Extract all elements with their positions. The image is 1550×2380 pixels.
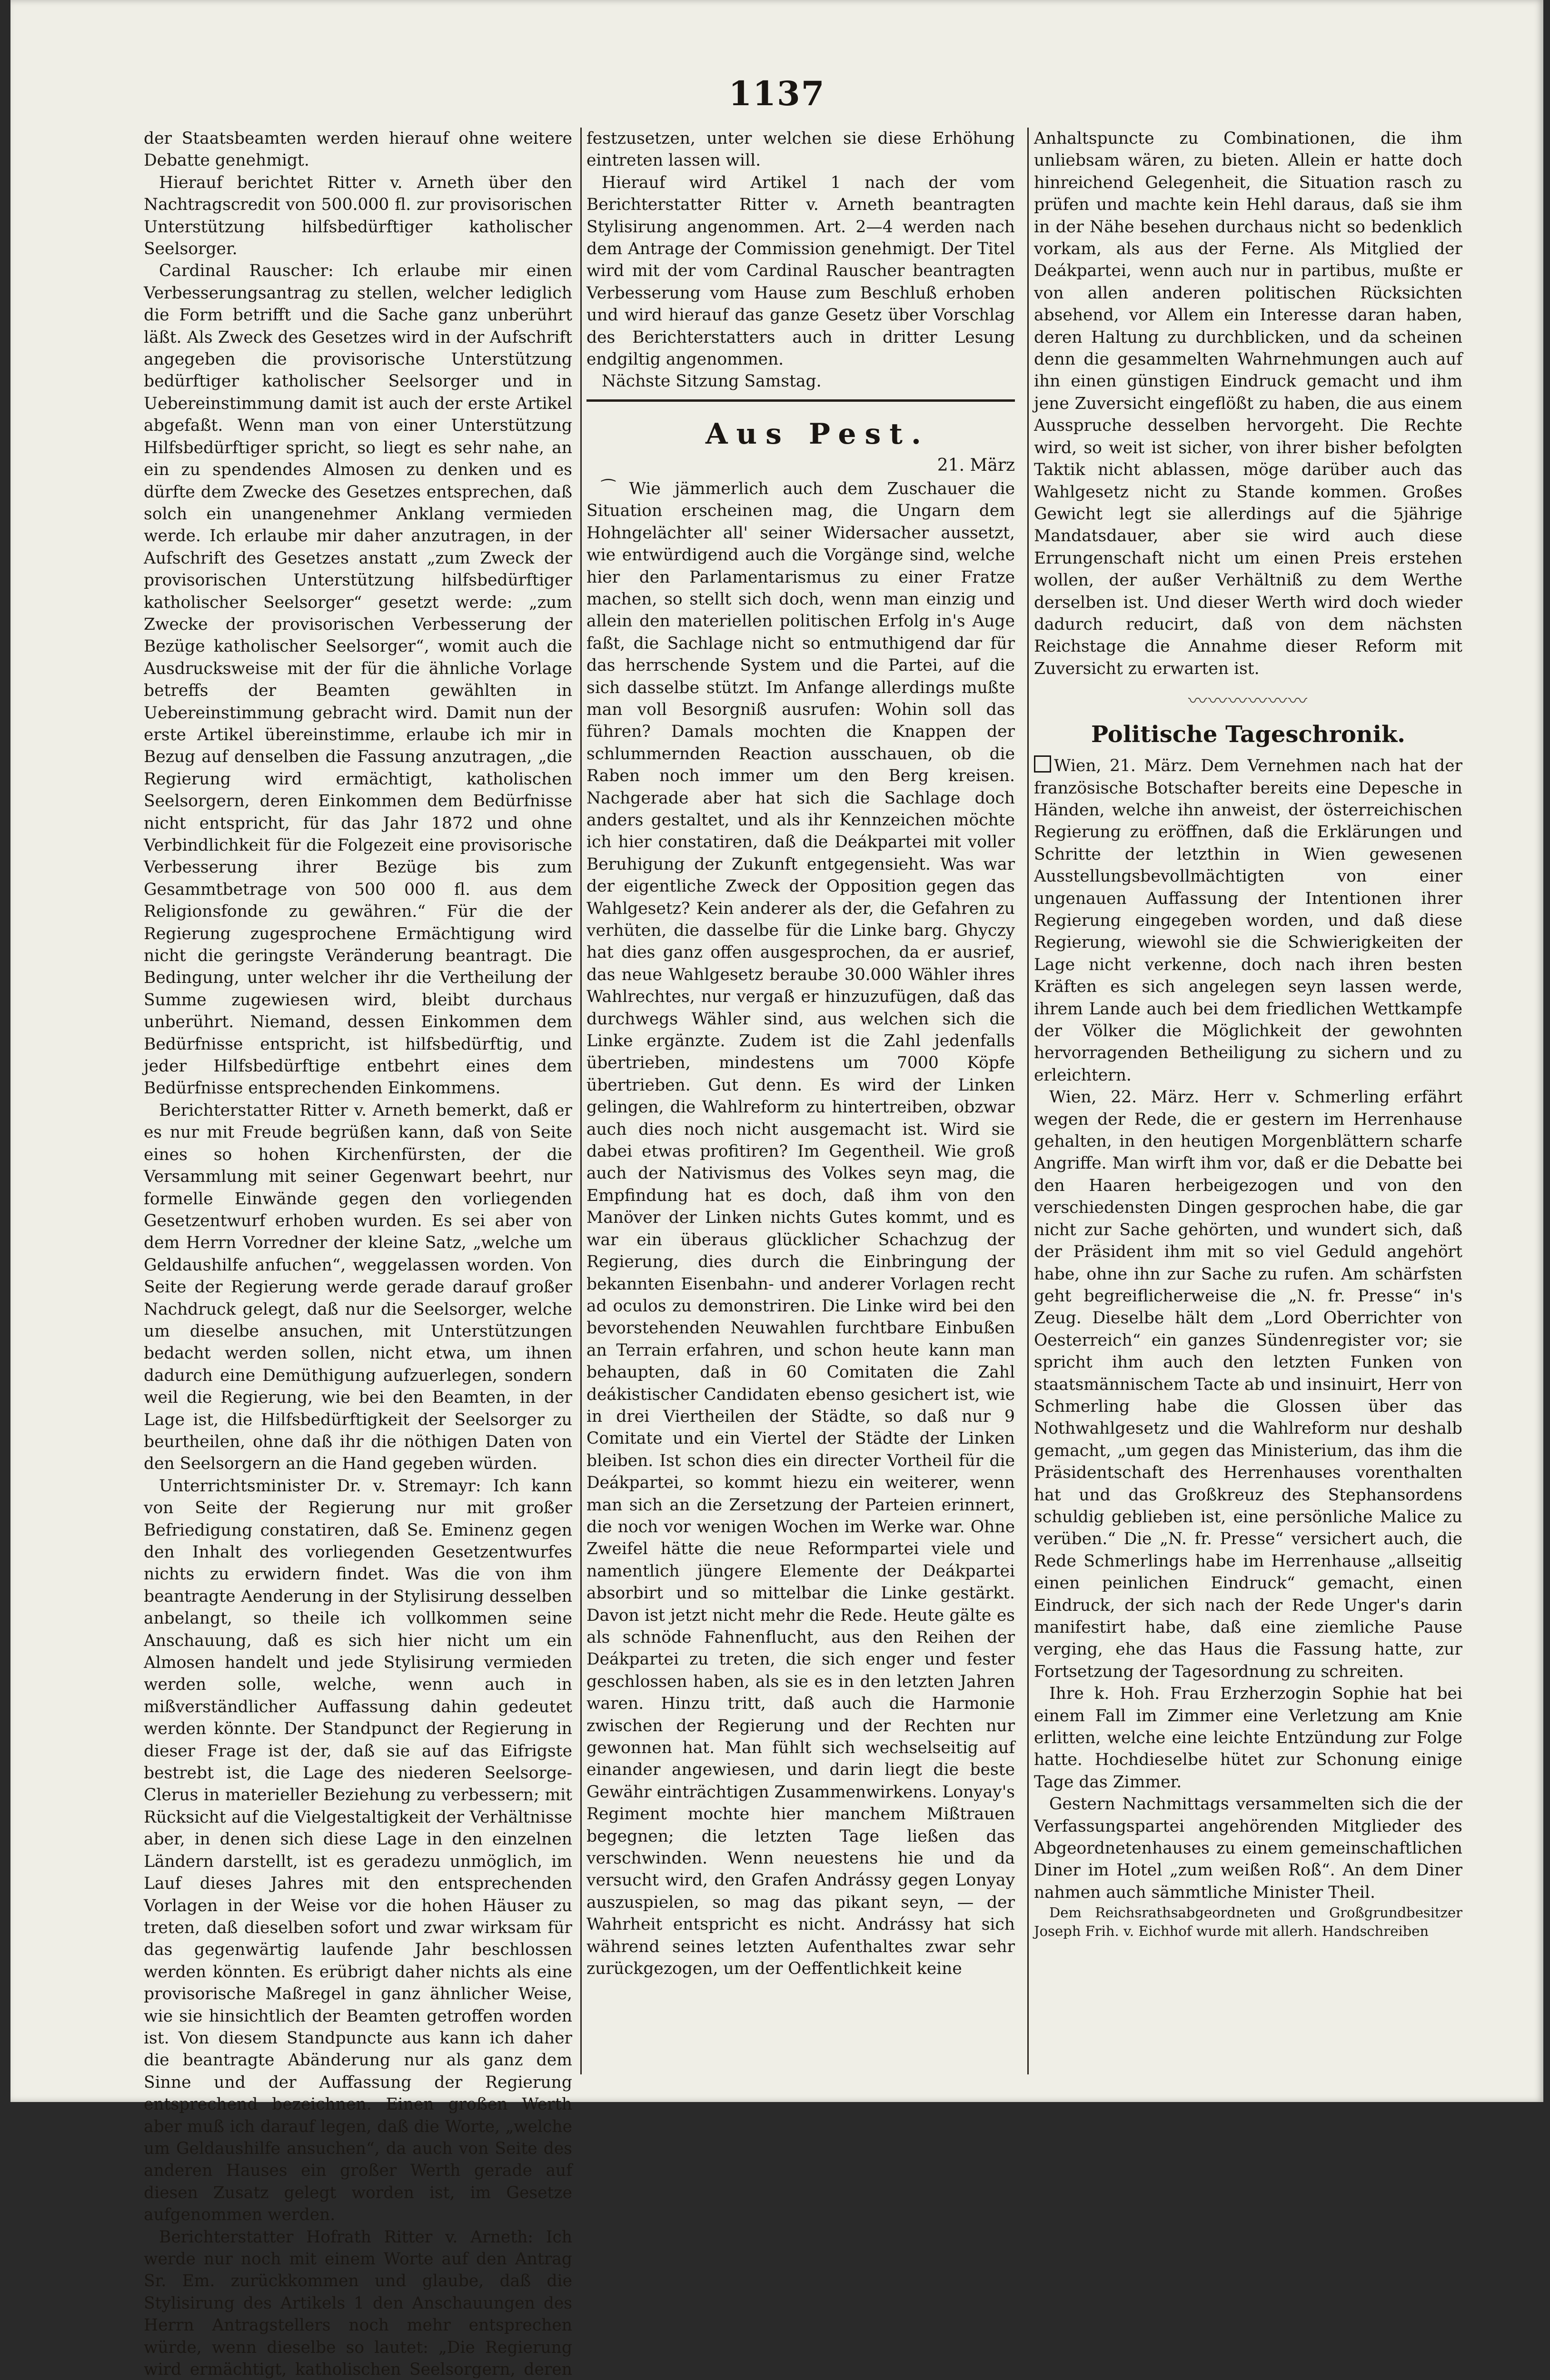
article-heading: Aus Pest.: [705, 417, 930, 451]
paragraph: Cardinal Rauscher: Ich erlaube mir einen Verbesserungsantrag zu stellen, welcher lediglich die Form betrifft und die Sache ganz unberührt läßt. Als Zweck des Gesetzes wird in der Aufschrift angegeben die provisorische Unterstützung bedürftiger katholischer Seelsorger und in Uebereinstimmung damit ist auch der erste Artikel abgefaßt. Wenn man von einer Unterstützung Hilfsbedürftiger spricht, so liegt es sehr nahe, an ein zu spendendes Almosen zu denken und es dürfte dem Zwecke des Gesetzes entsprechen, daß solch ein unangenehmer Anklang vermieden werde. Ich erlaube mir daher anzutragen, in der Aufschrift des Gesetzes anstatt „zum Zweck der provisorischen Unterstützung hilfsbedürftiger katholischer Seelsorger“ gesetzt werde: „zum Zwecke der provisorischen Verbesserung der Bezüge katholischer Seelsorger“, womit auch die Ausdrucksweise mit der für die ähnliche Vorlage betreffs der Beamten gewählten in Uebereinstimmung gebracht wird. Damit nun der erste Artikel übereinstimme, erlaube ich mir in Bezug auf denselben die Fassung anzutragen, „die Regierung wird ermächtigt, katholischen Seelsorgern, deren Einkommen dem Bedürfnisse nicht entspricht, für das Jahr 1872 und ohne Verbindlichkeit für die Folgezeit eine provisorische Verbesserung ihrer Bezüge bis zum Gesammtbetrage von 500 000 fl. aus dem Religionsfonde zu gewähren.“ Für die der Regierung zugesprochene Ermächtigung wird nicht die geringste Veränderung beantragt. Die Bedingung, unter welcher ihr die Vertheilung der Summe zugewiesen wird, bleibt durchaus unberührt. Niemand, dessen Einkommen dem Bedürfnisse entspricht, ist hilfsbedürftig, und jeder Hilfsbedürftige entbehrt eines dem Bedürfnisse entsprechenden Einkommens.: [144, 261, 572, 1098]
section-title: Politische Tageschronik.: [1091, 721, 1405, 748]
newspaper-page: [10, 0, 1543, 2380]
column-rule-right: [1027, 128, 1029, 2074]
square-marker-icon: [1034, 755, 1051, 773]
news-item: Wien, 22. März. Herr v. Schmerling erfährt wegen der Rede, die er gestern im Herrenhause gehalten, in den heutigen Morgenblättern scharfe Angriffe. Man wirft ihm vor, daß er die Debatte bei den Haaren herbeigezogen und von den verschiedensten Dingen gesprochen habe, die gar nicht zur Sache gehörten, und wundert sich, daß der Präsident ihm mit so viel Geduld angehört habe, ohne ihn zur Sache zu rufen. Am schärfsten geht begreiflicherweise die „N. fr. Presse“ in's Zeug. Dieselbe hält dem „Lord Oberrichter von Oesterreich“ ein ganzes Sündenregister vor; sie spricht ihm auch den letzten Funken von staatsmännischem Tacte ab und insinuirt, Herr von Schmerling habe die Glossen über das Nothwahlgesetz und die Wahlreform nur deshalb gemacht, „um gegen das Ministerium, das ihm die Präsidentschaft des Herrenhauses vorenthalten hat und das Großkreuz des Stephansordens schuldig geblieben ist, eine persönliche Malice zu verüben.“ Die „N. fr. Presse“ versichert auch, die Rede Schmerlings habe im Herrenhause „allseitig einen peinlichen Eindruck“ gemacht, einen Eindruck, der sich nach der Rede Unger's darin manifestirt habe, daß eine ziemliche Pause verging, ehe das Haus die Fassung hatte, zur Fortsetzung der Tagesordnung zu schreiten.: [1034, 1088, 1462, 1681]
column-rule-left: [580, 128, 582, 2074]
paragraph: festzusetzen, unter welchen sie diese Erhöhung eintreten lassen will.: [586, 129, 1015, 170]
paragraph: ⁀ Wie jämmerlich auch dem Zuschauer die Situation erscheinen mag, die Ungarn dem Hohngelächter all' seiner Widersacher aussetzt, wie entwürdigend auch die Vorgänge sind, welche hier den Parlamentarismus zu einer Fratze machen, so stellt sich doch, wenn man einzig und allein den materiellen politischen Erfolg in's Auge faßt, die Sachlage nicht so entmuthigend dar für das herrschende System und die Partei, auf die sich dasselbe stützt. Im Anfange allerdings mußte man voll Besorgniß ausrufen: Wohin soll das führen? Damals mochten die Knappen der schlummernden Reaction ausschauen, ob die Raben noch immer um den Berg kreisen. Nachgerade aber hat sich die Sachlage doch anders gestaltet, und als ihr Kennzeichen möchte ich hier constatiren, daß die Deákpartei mit voller Beruhigung der Zukunft entgegensieht. Was war der eigentliche Zweck der Opposition gegen das Wahlgesetz? Kein anderer als der, die Gefahren zu verhüten, die dasselbe für die Linke barg. Ghyczy hat dies ganz offen ausgesprochen, da er ausrief, das neue Wahlgesetz beraube 30.000 Wähler ihres Wahlrechtes, nur vergaß er hinzuzufügen, daß das durchwegs Wähler sind, aus welchen sich die Linke ergänzte. Zudem ist die Zahl jedenfalls übertrieben, mindestens um 7000 Köpfe übertrieben. Gut denn. Es wird der Linken gelingen, die Wahlreform zu hintertreiben, obzwar auch dies noch nicht ausgemacht ist. Wird sie dabei etwas profitiren? Im Gegentheil. Wie groß auch der Nativismus des Volkes seyn mag, die Empfindung hat es doch, daß ihm von den Manöver der Linken nichts Gutes kommt, und es war ein überaus glücklicher Schachzug der Regierung, dies durch die Einbringung der bekannten Eisenbahn- und anderer Vorlagen recht ad oculos zu demonstriren. Die Linke wird bei den bevorstehenden Neuwahlen furchtbare Einbußen an Terrain erfahren, und schon heute kann man behaupten, daß in 60 Comitaten die Zahl deákistischer Candidaten ebenso gesichert ist, wie in drei Viertheilen der Städte, so daß nur 9 Comitate und ein Viertel der Städte der Linken bleiben. Ist schon dies ein directer Vortheil für die Deákpartei, so kommt hiezu ein weiterer, wenn man sich an die Zersetzung der Parteien erinnert, die noch vor wenigen Wochen im Werke war. Ohne Zweifel hätte die neue Reformpartei viele und namentlich jüngere Elemente der Deákpartei absorbirt und so mittelbar die Linke gestärkt. Davon ist jetzt nicht mehr die Rede. Heute gälte es als schnöde Fahnenflucht, aus den Reihen der Deákpartei zu treten, die sich enger und fester geschlossen haben, als sie es in den letzten Jahren waren. Hinzu tritt, daß auch die Harmonie zwischen der Regierung und der Rechten nur gewonnen hat. Man fühlt sich wechselseitig auf einander angewiesen, und darin liegt die beste Gewähr einträchtigen Zusammenwirkens. Lonyay's Regiment mochte hier manchem Mißtrauen begegnen; die letzten Tage ließen das verschwinden. Wenn neuestens hie und da versucht wird, den Grafen Andrássy gegen Lonyay auszuspielen, so mag das pikant seyn, — der Wahrheit entspricht es nicht. Andrássy hat sich während seines letzten Aufenthaltes zwar sehr zurückgezogen, um der Oeffentlichkeit keine: [586, 479, 1015, 1979]
paragraph: Berichterstatter Hofrath Ritter v. Arneth: Ich werde nur noch mit einem Worte auf den Antrag Sr. Em. zurückkommen und glaube, daß die Stylisirung des Artikels 1 den Anschauungen des Herrn Antragstellers noch mehr entsprechen würde, wenn dieselbe so lautet: „Die Regierung wird ermächtigt, katholischen Seelsorgern, deren: [144, 2227, 572, 2380]
dateline: 21. März: [937, 455, 1015, 475]
paragraph: Nächste Sitzung Samstag.: [602, 372, 822, 391]
news-item: Ihre k. Hoh. Frau Erzherzogin Sophie hat bei einem Fall im Zimmer eine Verletzung am Knie erlitten, welche eine leichte Entzündung zur Folge hatte. Hochdieselbe hütet zur Schonung einige Tage das Zimmer.: [1034, 1684, 1462, 1792]
news-item: Gestern Nachmittags versammelten sich die der Verfassungspartei angehörenden Mitglieder des Abgeordnetenhauses zu einem gemeinschaftlichen Diner im Hotel „zum weißen Roß“. An dem Diner nahmen auch sämmtliche Minister Theil.: [1034, 1795, 1462, 1902]
paragraph: Anhaltspuncte zu Combinationen, die ihm unliebsam wären, zu bieten. Allein er hatte doch hinreichend Gelegenheit, die Situation rasch zu prüfen und machte kein Hehl daraus, daß sie ihm in der Nähe besehen durchaus nicht so bedenklich vorkam, als aus der Ferne. Als Mitglied der Deákpartei, wenn auch nur in partibus, mußte er von allen anderen politischen Rücksichten absehend, vor Allem ein Interesse daran haben, deren Haltung zu durchblicken, und da scheinen denn die gesammelten Wahrnehmungen auch auf ihn einen günstigen Eindruck gemacht und ihm jene Zuversicht eingeflößt zu haben, die aus einem Ausspruche desselben hervorgeht. Die Rechte wird, so weit ist sicher, von ihrer bisher befolgten Taktik nicht ablassen, möge darüber auch das Wahlgesetz nicht zu Stande kommen. Großes Gewicht legt sie allerdings auf die 5jährige Mandatsdauer, aber sie wird auch diese Errungenschaft nicht um einen Preis erstehen wollen, der außer Verhältniß zu dem Werthe derselben ist. Und dieser Werth wird doch wieder dadurch reducirt, daß von dem nächsten Reichstage die Annahme dieser Reform mit Zuversicht zu erwarten ist.: [1034, 129, 1462, 678]
paragraph: der Staatsbeamten werden hierauf ohne weitere Debatte genehmigt.: [144, 129, 572, 170]
paragraph: Hierauf wird Artikel 1 nach der vom Berichterstatter Ritter v. Arneth beantragten Stylisirung angenommen. Art. 2—4 werden nach dem Antrage der Commission genehmigt. Der Titel wird mit der vom Cardinal Rauscher beantragten Verbesserung vom Hause zum Beschluß erhoben und wird hierauf das ganze Gesetz über Vorschlag des Berichterstatters auch in dritter Lesung endgiltig angenommen.: [586, 173, 1015, 369]
news-item: Dem Reichsrathsabgeordneten und Großgrundbesitzer Joseph Frih. v. Eichhof wurde mit allerh. Handschreiben: [1034, 1904, 1462, 1939]
section-divider: [586, 399, 1015, 402]
news-item-text: Wien, 21. März. Dem Vernehmen nach hat der französische Botschafter bereits eine Depesche in Händen, welche ihn anweist, der österreichischen Regierung zu eröffnen, daß die Erklärungen und Schritte der letzthin in Wien gewesenen Ausstellungsbevollmächtigten von einer ungenauen Auffassung der Intentionen ihrer Regierung eingegeben worden, und daß diese Regierung, wiewohl sie die Schwierigkeiten der Lage nicht verkenne, doch nach ihren besten Kräften es sich angelegen seyn lassen werde, ihrem Lande auch bei dem friedlichen Wettkampfe der Völker die Möglichkeit der gewohnten hervorragenden Betheiligung zu sichern und zu erleichtern.: [1034, 756, 1462, 1085]
paragraph: Unterrichtsminister Dr. v. Stremayr: Ich kann von Seite der Regierung nur mit großer Befriedigung constatiren, daß Se. Eminenz gegen den Inhalt des vorliegenden Gesetzentwurfes nichts zu erwidern findet. Was die von ihm beantragte Aenderung in der Stylisirung desselben anbelangt, so theile ich vollkommen seine Anschauung, daß es sich hier nicht um ein Almosen handelt und jede Stylisirung vermieden werden solle, welche, wenn auch in mißverständlicher Auffassung dahin gedeutet werden könnte. Der Standpunct der Regierung in dieser Frage ist der, daß sie auf das Eifrigste bestrebt ist, die Lage des niederen Seelsorge-Clerus in materieller Beziehung zu verbessern; mit Rücksicht auf die Vielgestaltigkeit der Verhältnisse aber, in denen sich diese Lage in den einzelnen Ländern darstellt, ist es geradezu unmöglich, im Lauf dieses Jahres mit den entsprechenden Vorlagen in der Weise vor die hohen Häuser zu treten, daß dieselben sofort und zwar wirksam für das gegenwärtig laufende Jahr beschlossen werden könnten. Es erübrigt daher nichts als eine provisorische Maßregel in ganz ähnlicher Weise, wie sie hinsichtlich der Beamten getroffen worden ist. Von diesem Standpuncte aus kann ich daher die beantragte Abänderung nur als ganz dem Sinne und der Auffassung der Regierung entsprechend bezeichnen. Einen großen Werth aber muß ich darauf legen, daß die Worte, „welche um Geldaushilfe ansuchen“, da auch von Seite des anderen Hauses ein großer Werth gerade auf diesen Zusatz gelegt worden ist, im Gesetze aufgenommen werden.: [144, 1476, 572, 2225]
column-3: [1034, 128, 1462, 2070]
paragraph: Hierauf berichtet Ritter v. Arneth über den Nachtragscredit von 500.000 fl. zur provisorischen Unterstützung hilfsbedürftiger katholischer Seelsorger.: [144, 173, 572, 259]
ornament-divider: 〰〰〰〰〰〰: [1188, 690, 1308, 713]
page-number: 1137: [728, 74, 825, 113]
news-item: [1034, 755, 1462, 1086]
paragraph: Berichterstatter Ritter v. Arneth bemerkt, daß er es nur mit Freude begrüßen kann, daß von Seite eines so hohen Kirchenfürsten, der die Versammlung mit seiner Gegenwart beehrt, nur formelle Einwände gegen den vorliegenden Gesetzentwurf erhoben wurden. Es sei aber von dem Herrn Vorredner der kleine Satz, „welche um Geldaushilfe anfuchen“, weggelassen worden. Von Seite der Regierung werde gerade darauf großer Nachdruck gelegt, daß nur die Seelsorger, welche um dieselbe ansuchen, mit Unterstützungen bedacht werden sollen, nicht etwa, um ihnen dadurch eine Demüthigung aufzuerlegen, sondern weil die Regierung, wie bei den Beamten, in der Lage ist, die Hilfsbedürftigkeit der Seelsorger zu beurtheilen, ohne daß ihr die nöthigen Daten von den Seelsorgern an die Hand gegeben würden.: [144, 1101, 572, 1474]
column-1: [144, 128, 572, 2380]
column-2: [586, 128, 1015, 2070]
